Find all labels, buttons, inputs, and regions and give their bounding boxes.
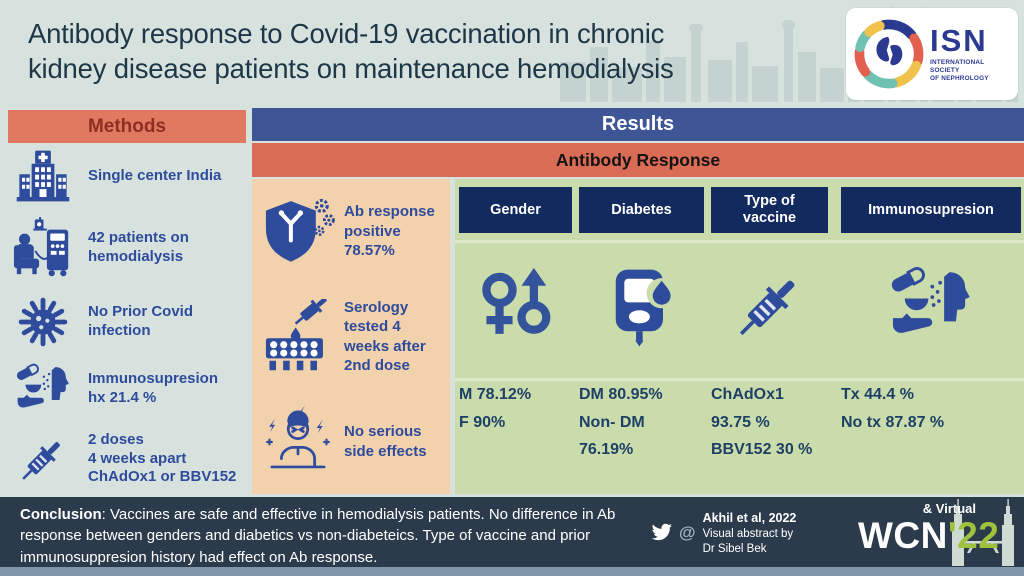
highlight-ab-response: [252, 179, 450, 284]
conclusion-body: : Vaccines are safe and effective in hemodialysis patients. No difference in Ab response between genders and diabetics vs non-diabeteics. Type of vaccine and prior immunosuppresion history had effect on Ab response.: [20, 506, 616, 566]
syringe-icon: [10, 430, 76, 488]
bottom-strip: [0, 567, 1024, 576]
serology-test-icon: [258, 299, 338, 375]
column-diabetes: [579, 179, 704, 494]
method-item-doses: [10, 426, 252, 492]
method-item-immunosuppression: [10, 359, 252, 419]
twitter-icon: [650, 523, 673, 543]
isn-ring-icon: [852, 17, 926, 91]
stats-gender: M 78.12% F 90%: [459, 386, 532, 431]
wcn-text: WCN: [858, 515, 948, 556]
isn-subtitle: INTERNATIONAL SOCIETY OF NEPHROLOGY: [930, 58, 989, 83]
method-item-single-center: [10, 147, 252, 205]
isn-name: ISN: [930, 22, 988, 58]
stats-diabetes: DM 80.95% Non- DM 76.19%: [579, 386, 663, 459]
side-effects-icon: [258, 404, 338, 480]
antibody-response-header: Antibody Response: [252, 143, 1024, 177]
highlight-text: Serology tested 4 weeks after 2nd dose: [344, 298, 426, 374]
gender-icon: [459, 233, 572, 377]
results-panel: [455, 179, 1024, 494]
wcn-year: '22: [947, 515, 1000, 556]
hospital-icon: [10, 148, 76, 204]
virtual-label: & Virtual: [922, 501, 976, 516]
glucose-meter-icon: [579, 233, 704, 377]
method-text: Single center India: [88, 166, 222, 184]
stats-vaccine-type: ChAdOx1 93.75 % BBV152 30 %: [711, 386, 813, 459]
method-text: No Prior Covid infection: [88, 303, 194, 339]
method-text: 2 doses 4 weeks apart ChAdOx1 or BBV152: [88, 430, 237, 486]
immunosuppression-icon: [10, 361, 76, 417]
antibody-highlights: [252, 179, 450, 494]
highlight-text: Ab response positive 78.57%: [344, 203, 435, 260]
immunosuppression-icon: [841, 233, 1021, 377]
method-text: 42 patients on hemodialysis: [88, 229, 189, 265]
conclusion-text: [20, 504, 645, 568]
results-header: Results: [252, 108, 1024, 141]
method-item-patients: [10, 211, 252, 285]
at-symbol: @: [679, 523, 696, 543]
wcn-name: [858, 516, 999, 557]
isn-text: [930, 22, 1012, 84]
column-header: Immunosupresion: [841, 187, 1021, 233]
column-header: Diabetes: [579, 187, 704, 233]
dialysis-patient-icon: [10, 214, 76, 282]
column-vaccine-type: [711, 179, 828, 494]
highlight-side-effects: [252, 389, 450, 494]
wcn-logo: [856, 497, 1024, 567]
conclusion-label: Conclusion: [20, 506, 102, 523]
column-gender: [459, 179, 572, 494]
syringe-icon: [711, 233, 828, 377]
stats-immunosuppression: Tx 44.4 % No tx 87.87 %: [841, 386, 945, 431]
methods-header: Methods: [8, 110, 246, 143]
methods-list: [10, 147, 252, 492]
column-header: Type of vaccine: [711, 187, 828, 233]
method-text: Immunosupresion hx 21.4 %: [88, 370, 219, 406]
highlight-serology: [252, 284, 450, 389]
credit-lines: Akhil et al, 2022 Visual abstract by Dr Sibel Bek: [702, 511, 797, 555]
virus-icon: [10, 294, 76, 350]
column-header: Gender: [459, 187, 572, 233]
highlight-text: No serious side effects: [344, 423, 427, 460]
credit-block: [650, 510, 796, 557]
column-immunosuppression: [841, 179, 1021, 494]
method-item-no-covid: [10, 293, 252, 351]
page-title: Antibody response to Covid-19 vaccination in chronic kidney disease patients on maintenance hemodialysis: [28, 18, 674, 85]
isn-logo: [846, 8, 1018, 100]
antibody-shield-icon: [258, 194, 338, 270]
